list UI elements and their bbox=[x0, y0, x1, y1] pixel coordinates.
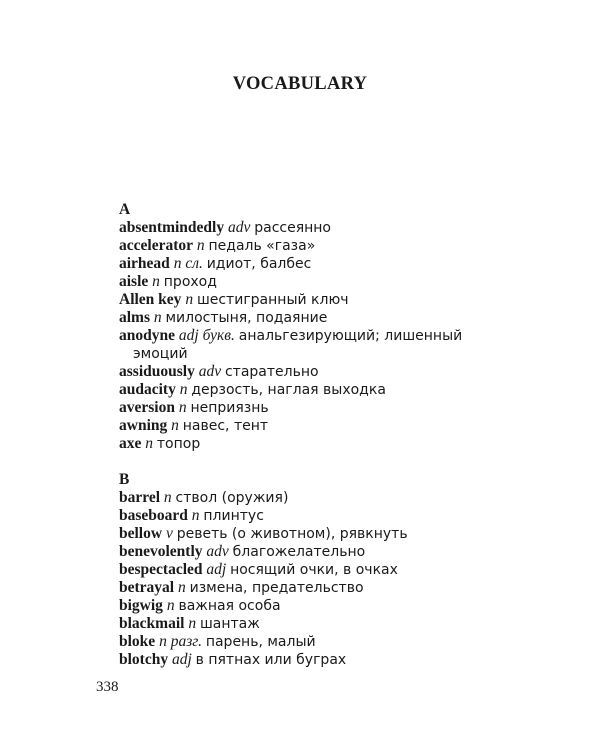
vocab-entry bbox=[119, 489, 539, 507]
definition-continuation: эмоций bbox=[133, 346, 188, 362]
part-of-speech: n bbox=[159, 633, 167, 650]
vocab-entry bbox=[119, 273, 539, 291]
definition: идиот, балбес bbox=[206, 256, 312, 272]
part-of-speech: n bbox=[179, 381, 188, 398]
definition: старательно bbox=[224, 364, 319, 380]
section-letter: A bbox=[119, 201, 131, 218]
part-of-speech: adv bbox=[227, 219, 251, 236]
vocab-entry bbox=[119, 417, 539, 435]
vocab-entry bbox=[119, 561, 539, 579]
vocab-section-a bbox=[119, 201, 539, 453]
part-of-speech: n bbox=[173, 255, 182, 272]
part-of-speech: n bbox=[196, 237, 205, 254]
vocab-entry bbox=[119, 399, 539, 417]
headword: baseboard bbox=[119, 507, 188, 524]
definition: ствол (оружия) bbox=[175, 490, 289, 506]
definition: милостыня, подаяние bbox=[165, 310, 328, 326]
headword: absentmindedly bbox=[119, 219, 225, 236]
part-of-speech: n bbox=[191, 507, 200, 524]
headword: audacity bbox=[119, 381, 176, 398]
vocab-entry bbox=[119, 255, 539, 273]
headword: assiduously bbox=[119, 363, 195, 380]
part-of-speech: n bbox=[188, 615, 197, 632]
part-of-speech: n bbox=[145, 435, 154, 452]
definition: парень, малый bbox=[205, 634, 316, 650]
definition: неприязнь bbox=[190, 400, 269, 416]
definition: анальгезирующий; лишенный bbox=[238, 328, 463, 344]
vocab-entry bbox=[119, 651, 539, 669]
vocab-section-b bbox=[119, 471, 539, 669]
definition: навес, тент bbox=[182, 418, 269, 434]
vocab-entry bbox=[119, 219, 539, 237]
headword: airhead bbox=[119, 255, 170, 272]
headword: alms bbox=[119, 309, 150, 326]
headword: bellow bbox=[119, 525, 163, 542]
definition: топор bbox=[156, 436, 201, 452]
definition: носящий очки, в очках bbox=[230, 562, 398, 578]
vocab-entry bbox=[119, 579, 539, 597]
definition: измена, предательство bbox=[189, 580, 364, 596]
definition: важная особа bbox=[178, 598, 281, 614]
definition: шестигранный ключ bbox=[196, 292, 349, 308]
headword: awning bbox=[119, 417, 168, 434]
definition: шантаж bbox=[199, 616, 260, 632]
vocab-entry bbox=[119, 525, 539, 543]
part-of-speech: adv bbox=[198, 363, 222, 380]
part-of-speech: n bbox=[185, 291, 194, 308]
headword: axe bbox=[119, 435, 142, 452]
vocabulary-list bbox=[119, 201, 539, 669]
headword: betrayal bbox=[119, 579, 175, 596]
vocab-entry bbox=[119, 381, 539, 399]
vocab-entry bbox=[119, 543, 539, 561]
definition: педаль «газа» bbox=[208, 238, 316, 254]
section-letter: B bbox=[119, 471, 130, 488]
part-of-speech: adj bbox=[171, 651, 192, 668]
definition: реветь (о животном), рявкнуть bbox=[176, 526, 408, 542]
headword: blotchy bbox=[119, 651, 169, 668]
headword: accelerator bbox=[119, 237, 193, 254]
vocab-entry bbox=[119, 507, 539, 525]
part-of-speech: n bbox=[153, 309, 162, 326]
definition: благожелательно bbox=[232, 544, 366, 560]
headword: bigwig bbox=[119, 597, 163, 614]
vocab-entry bbox=[119, 363, 539, 381]
part-of-speech: n bbox=[178, 399, 187, 416]
definition: проход bbox=[163, 274, 217, 290]
vocab-entry bbox=[119, 633, 539, 651]
part-of-speech: n bbox=[166, 597, 175, 614]
part-of-speech: n bbox=[177, 579, 186, 596]
headword: Allen key bbox=[119, 291, 182, 308]
usage-note: букв. bbox=[202, 327, 235, 344]
usage-note: сл. bbox=[185, 255, 203, 272]
vocab-entry bbox=[119, 327, 539, 363]
part-of-speech: adj bbox=[178, 327, 199, 344]
headword: aversion bbox=[119, 399, 175, 416]
headword: aisle bbox=[119, 273, 149, 290]
vocab-entry bbox=[119, 615, 539, 633]
headword: anodyne bbox=[119, 327, 175, 344]
page-title: VOCABULARY bbox=[232, 74, 368, 94]
definition: в пятнах или буграх bbox=[195, 652, 347, 668]
part-of-speech: v bbox=[165, 525, 173, 542]
headword: benevolently bbox=[119, 543, 203, 560]
part-of-speech: adj bbox=[206, 561, 227, 578]
vocab-entry bbox=[119, 597, 539, 615]
usage-note: разг. bbox=[170, 633, 202, 650]
definition: рассеянно bbox=[254, 220, 332, 236]
part-of-speech: n bbox=[163, 489, 172, 506]
headword: blackmail bbox=[119, 615, 185, 632]
headword: bespectacled bbox=[119, 561, 203, 578]
definition: плинтус bbox=[203, 508, 264, 524]
headword: barrel bbox=[119, 489, 161, 506]
page-number: 338 bbox=[96, 679, 119, 695]
vocab-entry bbox=[119, 291, 539, 309]
part-of-speech: n bbox=[152, 273, 160, 290]
vocab-entry bbox=[119, 309, 539, 327]
vocab-entry bbox=[119, 435, 539, 453]
vocab-entry bbox=[119, 237, 539, 255]
definition: дерзость, наглая выходка bbox=[191, 382, 386, 398]
part-of-speech: adv bbox=[206, 543, 229, 560]
headword: bloke bbox=[119, 633, 156, 650]
part-of-speech: n bbox=[171, 417, 179, 434]
